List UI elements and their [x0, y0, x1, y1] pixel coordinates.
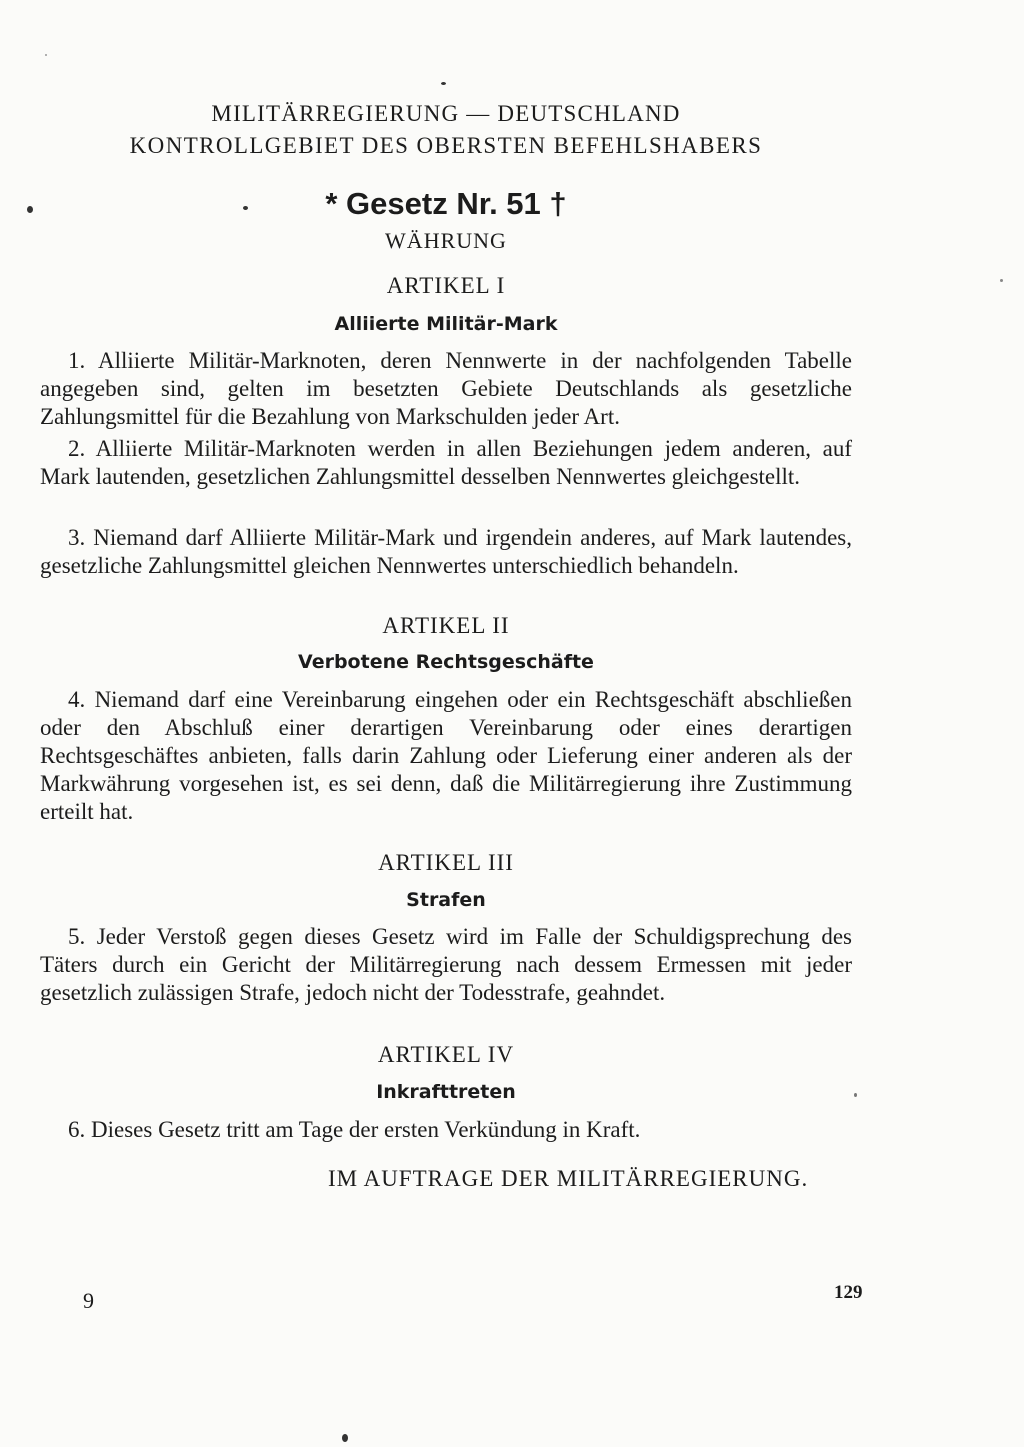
page-number: 129: [834, 1282, 863, 1303]
article-1-heading: Alliierte Militär-Mark: [334, 313, 558, 335]
scan-speck: [27, 206, 33, 213]
law-subject: WÄHRUNG: [385, 228, 507, 253]
paragraph-1: 1. Alliierte Militär-Marknoten, deren Nennwerte in der nachfolgenden Tabelle angegeben sind, gelten im besetzten Gebiete Deutschlands als gesetzliche Zahlungsmittel für die Bezahlung von Markschulden jeder Art.: [40, 348, 852, 429]
signature-mark: 9: [83, 1288, 94, 1313]
paragraph-2: 2. Alliierte Militär-Marknoten werden in allen Beziehungen jedem anderen, auf Mark lautenden, gesetzlichen Zahlungsmittel desselben Nennwertes gleichgestellt.: [40, 436, 852, 489]
paragraph-5: 5. Jeder Verstoß gegen dieses Gesetz wird im Falle der Schuldigsprechung des Täters durch ein Gericht der Militärregierung nach dessem Ermessen mit jeder gesetzlich zulässigen Strafe, jedoch nicht der Todesstrafe, geahndet.: [40, 924, 852, 1005]
signature-line: IM AUFTRAGE DER MILITÄRREGIERUNG.: [328, 1166, 809, 1191]
article-2-label: ARTIKEL II: [382, 613, 510, 638]
scan-speck: [441, 82, 446, 85]
paragraph-4: 4. Niemand darf eine Vereinbarung eingehen oder ein Rechtsgeschäft abschließen oder den Abschluß einer derartigen Vereinbarung oder eines derartigen Rechtsgeschäftes anbieten, falls darin Zahlung oder Lieferung einer anderen als der Markwährung vorgesehen ist, es sei denn, daß die Militärregierung ihre Zustimmung erteilt hat.: [40, 687, 852, 824]
document-page: [40, 0, 863, 1447]
header-line-2: KONTROLLGEBIET DES OBERSTEN BEFEHLSHABERS: [129, 133, 763, 158]
article-2-heading: Verbotene Rechtsgeschäfte: [298, 651, 594, 673]
paragraph-3: 3. Niemand darf Alliierte Militär-Mark und irgendein anderes, auf Mark lautendes, gesetzliche Zahlungsmittel gleichen Nennwertes unterschiedlich behandeln.: [40, 525, 852, 578]
article-1-label: ARTIKEL I: [386, 273, 506, 298]
article-4-heading: Inkrafttreten: [376, 1081, 516, 1103]
scan-speck: [854, 1093, 857, 1097]
scan-speck: [1000, 279, 1003, 282]
scan-speck: [243, 206, 248, 210]
paragraph-6: 6. Dieses Gesetz tritt am Tage der ersten Verkündung in Kraft.: [68, 1117, 641, 1142]
scan-speck: [45, 54, 47, 56]
article-4-label: ARTIKEL IV: [377, 1042, 515, 1067]
scan-speck: [342, 1434, 348, 1442]
article-3-label: ARTIKEL III: [378, 850, 514, 875]
article-3-heading: Strafen: [406, 889, 486, 911]
header-line-1: MILITÄRREGIERUNG — DEUTSCHLAND: [211, 101, 681, 126]
law-title: * Gesetz Nr. 51 †: [325, 186, 567, 221]
